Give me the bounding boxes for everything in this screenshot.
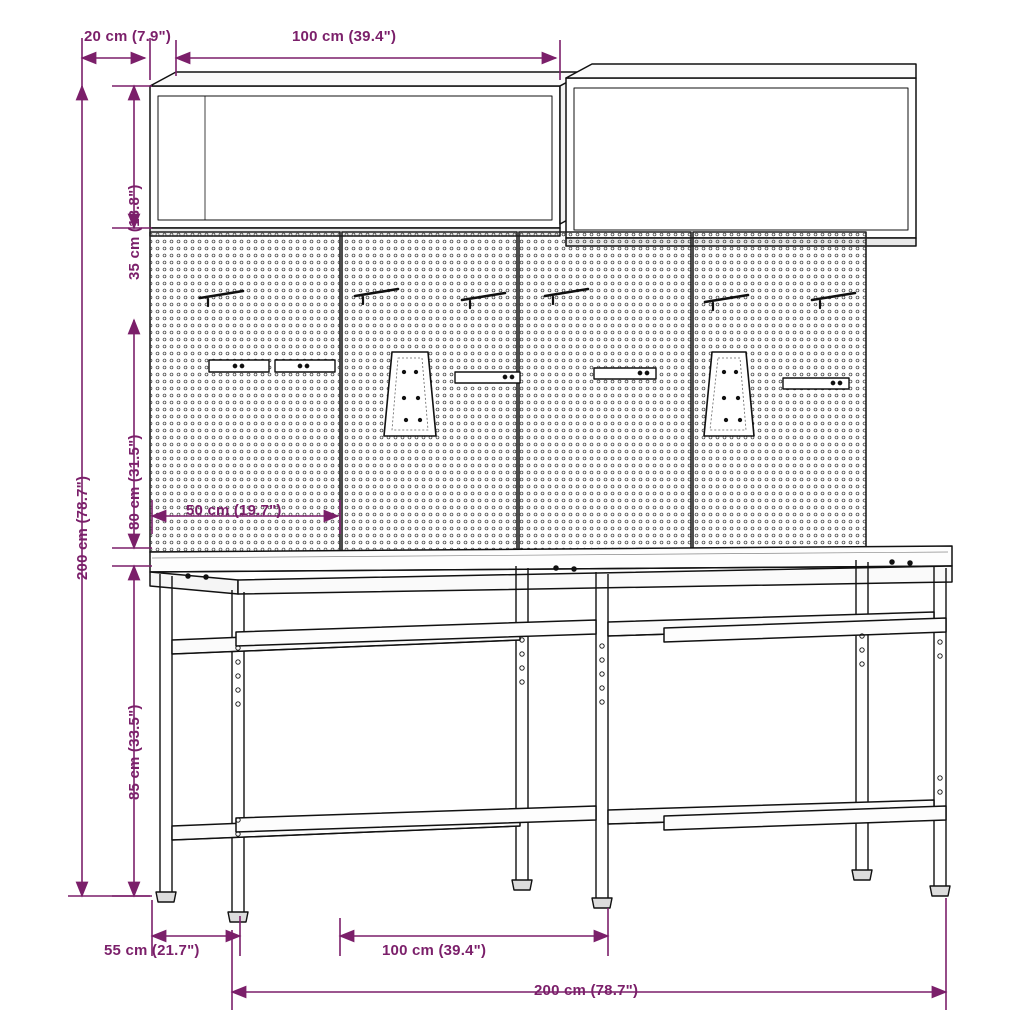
dim-bench-depth: 55 cm (21.7") bbox=[104, 942, 200, 959]
dim-bench-height: 85 cm (33.5") bbox=[126, 704, 143, 800]
dim-pegboard-panel-width: 50 cm (19.7") bbox=[186, 502, 282, 519]
dim-top-depth: 20 cm (7.9") bbox=[84, 28, 172, 45]
dim-pegboard-height: 80 cm (31.5") bbox=[126, 434, 143, 530]
dim-cabinet-width: 100 cm (39.4") bbox=[292, 28, 397, 45]
dim-bench-section-width: 100 cm (39.4") bbox=[382, 942, 487, 959]
dim-total-width: 200 cm (78.7") bbox=[534, 982, 639, 999]
dim-total-height: 200 cm (78.7") bbox=[74, 475, 91, 580]
dim-cabinet-height: 35 cm (13.8") bbox=[126, 184, 143, 280]
